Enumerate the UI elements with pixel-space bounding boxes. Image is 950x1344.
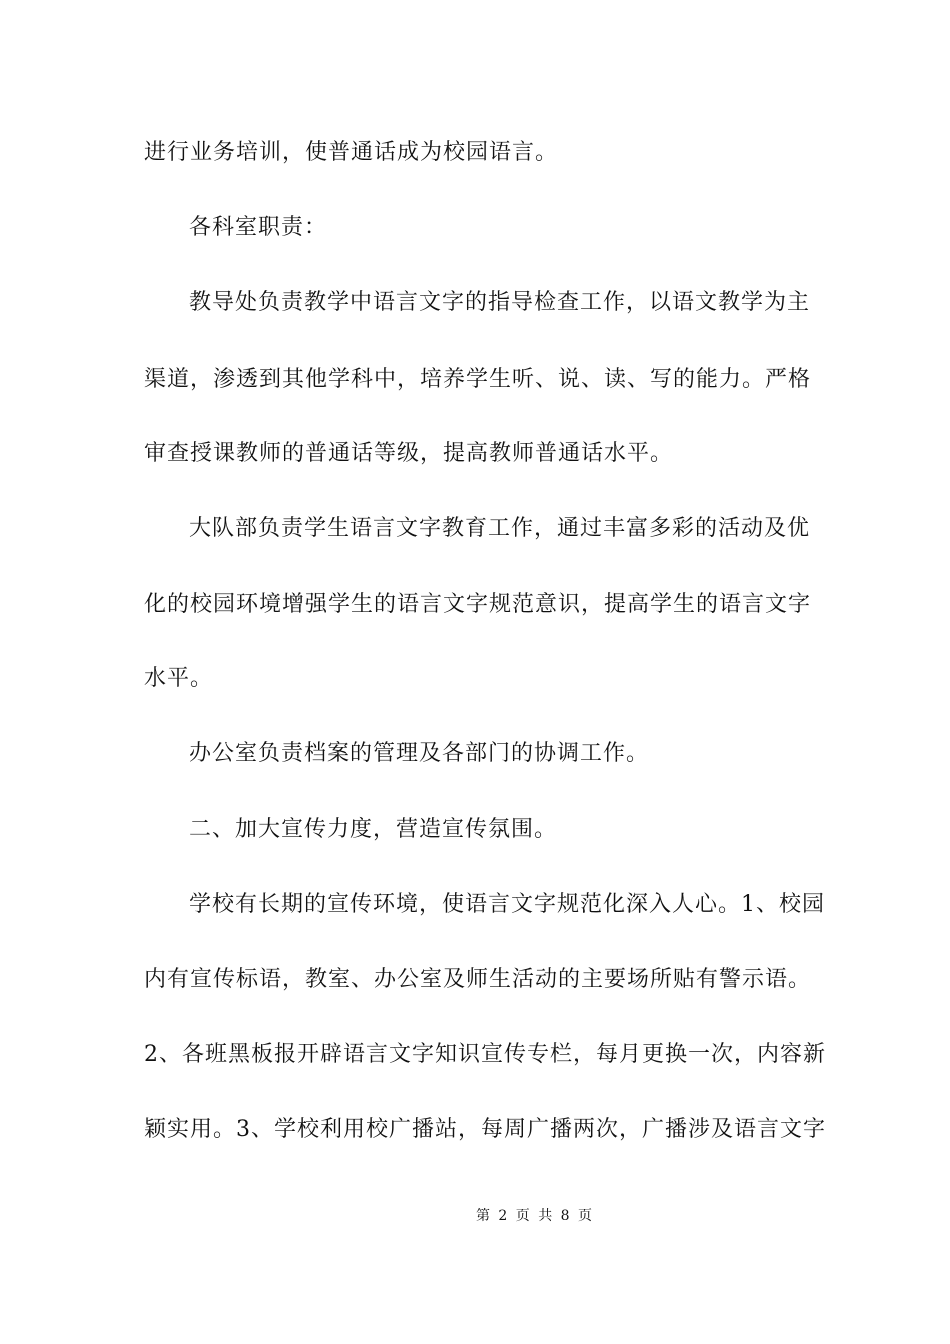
- body-line-12: 内有宣传标语，教室、办公室及师生活动的主要场所贴有警示语。: [144, 967, 812, 992]
- section-heading-responsibilities: 各科室职责：: [189, 215, 328, 240]
- body-line-13: 2、各班黑板报开辟语言文字知识宣传专栏，每月更换一次，内容新: [144, 1042, 826, 1067]
- body-line-7: 化的校园环境增强学生的语言文字规范意识，提高学生的语言文字: [144, 592, 812, 617]
- body-line-6: 大队部负责学生语言文字教育工作，通过丰富多彩的活动及优: [189, 516, 811, 541]
- body-line-5: 审查授课教师的普通话等级，提高教师普通话水平。: [144, 441, 674, 466]
- body-line-8: 水平。: [144, 666, 214, 691]
- section-heading-publicity: 二、加大宣传力度，营造宣传氛围。: [189, 817, 558, 842]
- body-line-9: 办公室负责档案的管理及各部门的协调工作。: [189, 741, 650, 766]
- body-line-14: 颖实用。3、学校利用校广播站，每周广播两次，广播涉及语言文字: [144, 1117, 826, 1142]
- body-line-4: 渠道，渗透到其他学科中，培养学生听、说、读、写的能力。严格: [144, 367, 812, 392]
- page-number-footer: 第 2 页 共 8 页: [475, 1208, 595, 1224]
- body-line-3: 教导处负责教学中语言文字的指导检查工作，以语文教学为主: [189, 290, 811, 315]
- body-line-1: 进行业务培训，使普通话成为校园语言。: [144, 140, 559, 165]
- body-line-11: 学校有长期的宣传环境，使语言文字规范化深入人心。1、校园: [189, 892, 825, 917]
